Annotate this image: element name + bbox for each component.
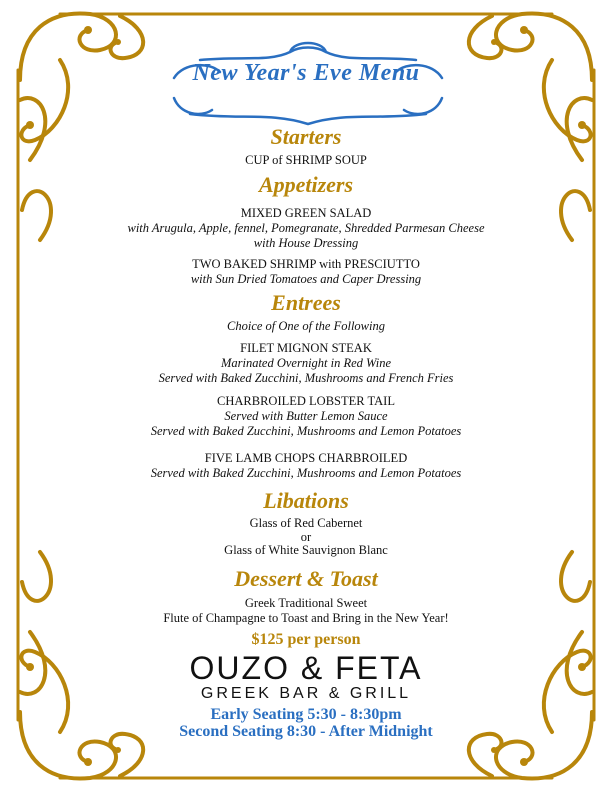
menu-item: Flute of Champagne to Toast and Bring in the New Year! (163, 611, 449, 625)
section-heading-dessert: Dessert & Toast (234, 566, 378, 591)
menu-item: Glass of White Sauvignon Blanc (224, 543, 388, 557)
menu-item: CHARBROILED LOBSTER TAIL (217, 394, 395, 408)
seating-early: Early Seating 5:30 - 8:30pm (210, 706, 402, 723)
menu-item: Greek Traditional Sweet (244, 596, 368, 610)
menu-item: TWO BAKED SHRIMP with PRESCIUTTO (192, 257, 420, 271)
menu-item-description: with Arugula, Apple, fennel, Pomegranate, Shredded Parmesan Cheese (127, 221, 485, 235)
section-heading-starters: Starters (270, 124, 342, 149)
section-heading-libations: Libations (263, 488, 349, 513)
menu-item-description: Served with Baked Zucchini, Mushrooms and Lemon Potatoes (150, 424, 462, 438)
menu-item-description: with House Dressing (253, 236, 359, 250)
menu-item-description: with Sun Dried Tomatoes and Caper Dressing (190, 272, 422, 286)
menu-item-description: Served with Baked Zucchini, Mushrooms and French Fries (158, 371, 454, 385)
menu-item-description: Served with Butter Lemon Sauce (224, 409, 388, 423)
menu-item: FIVE LAMB CHOPS CHARBROILED (204, 451, 408, 465)
seating-second: Second Seating 8:30 - After Midnight (179, 723, 433, 740)
restaurant-logo-name: OUZO & FETA (189, 650, 423, 686)
menu-item-description: Marinated Overnight in Red Wine (220, 356, 392, 370)
menu-item: Glass of Red Cabernet (249, 516, 363, 530)
menu-note: Choice of One of the Following (227, 319, 385, 333)
restaurant-logo-tagline: GREEK BAR & GRILL (200, 685, 412, 702)
menu-title: New Year's Eve Menu (192, 60, 420, 86)
menu-item: MIXED GREEN SALAD (240, 206, 372, 220)
menu-item: or (300, 530, 312, 544)
section-heading-appetizers: Appetizers (258, 172, 354, 197)
menu-item: FILET MIGNON STEAK (240, 341, 372, 355)
price: $125 per person (251, 631, 361, 648)
menu-item-description: Served with Baked Zucchini, Mushrooms and Lemon Potatoes (150, 466, 462, 480)
menu-item: CUP of SHRIMP SOUP (245, 153, 367, 167)
section-heading-entrees: Entrees (271, 290, 341, 315)
